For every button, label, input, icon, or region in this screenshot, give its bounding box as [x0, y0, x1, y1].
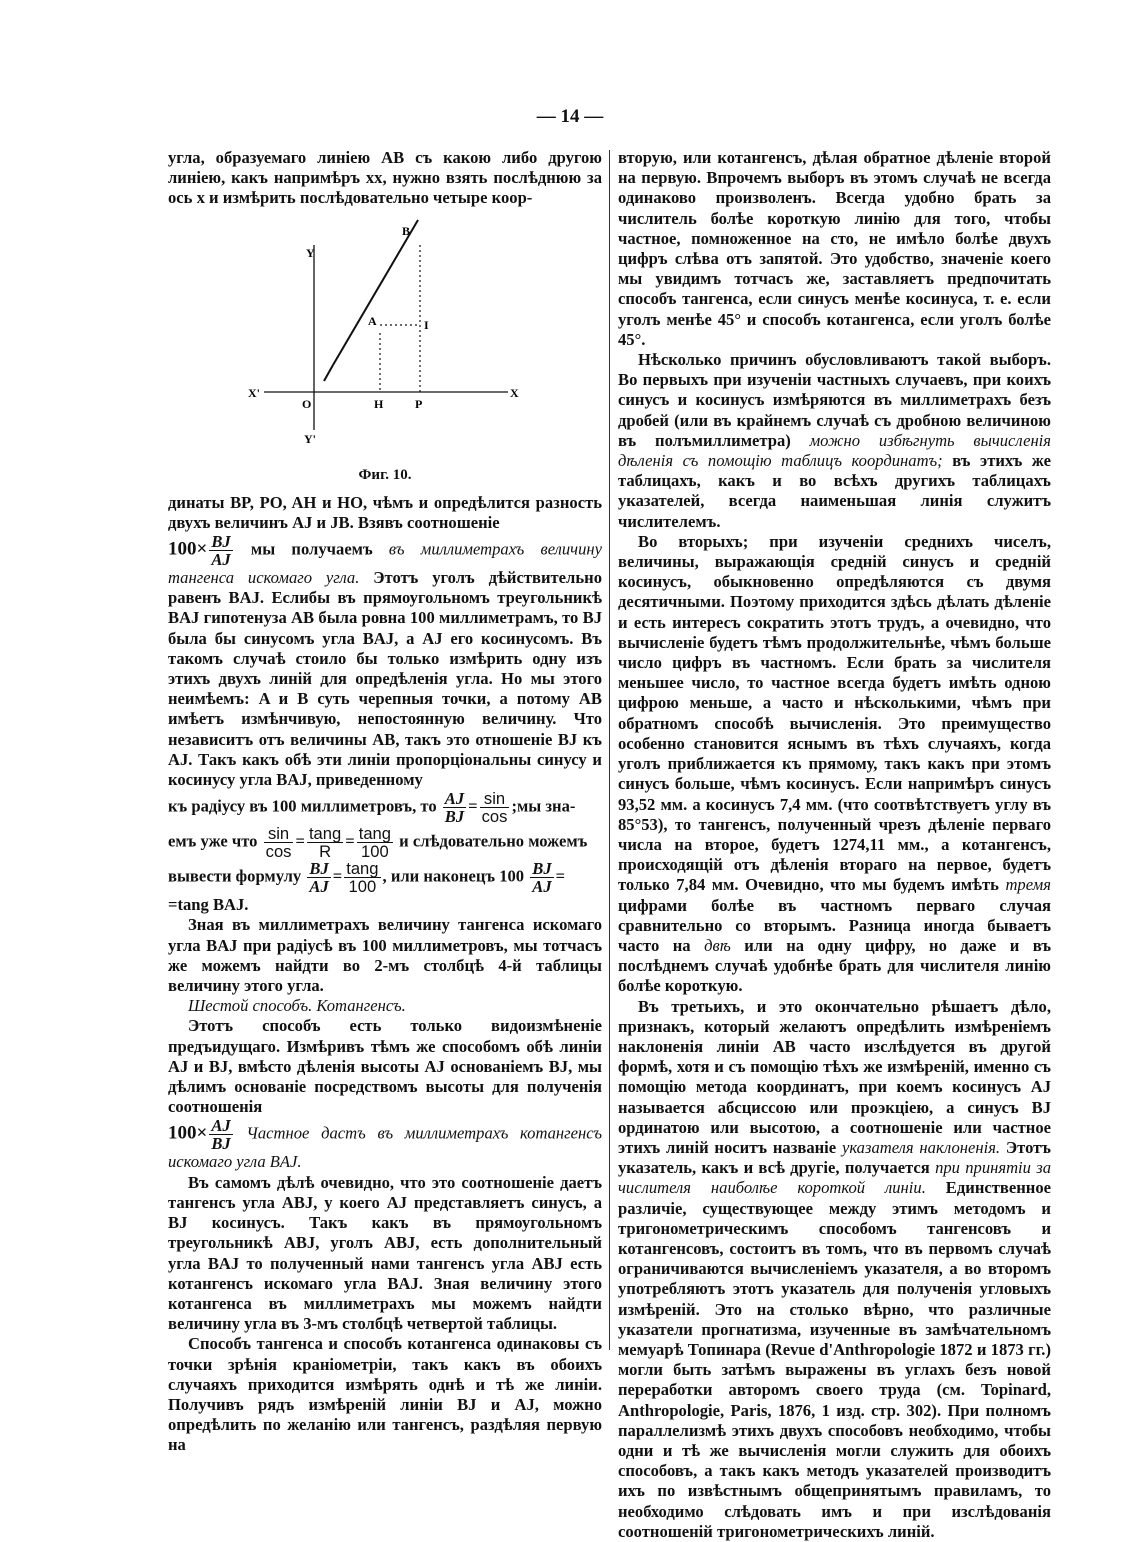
- right-paragraph-2: Нѣсколько причинъ обусловливаютъ такой выборъ. Во первыхъ при изученіи частныхъ случаевъ, при коихъ синусъ и косинусъ измѣряются въ миллиметрахъ безъ дробей (или въ крайнемъ случаѣ съ дробною величиною въ полъмиллиметра) можно избѣгнуть вычисленія дѣленія съ помощію таблицъ координатъ; въ этихъ же таблицахъ, какъ и во всѣхъ другихъ таблицахъ указателей, всегда наименьшая линія служитъ числителемъ.: [618, 350, 1051, 531]
- fraction-tang-100: $\frac{\tan g}{100}$: [358, 824, 391, 862]
- label-h: H: [374, 396, 384, 411]
- italic-tangent-mm: въ миллиметрахъ величину тангенса искомаго угла.: [168, 539, 602, 588]
- left-paragraph-4: Въ самомъ дѣлѣ очевидно, что это соотношеніе даетъ тангенсъ угла ABJ, у коего AJ представляетъ синусъ, а BJ косинусъ. Такъ какъ въ прямоугольномъ треугольникѣ ABJ, уголъ ABJ, есть дополнительный угла BAJ то полученный нами тангенсъ угла ABJ есть котангенсъ искомаго угла BAJ. Зная величину этого котангенса въ миллиметрахъ мы можемъ найдти величину угла въ 3-мъ столбцѣ четвертой таблицы.: [168, 1172, 602, 1334]
- fraction-bj-aj-3: $\frac{BJ}{AJ}$: [532, 859, 552, 897]
- label-x-left: X': [248, 385, 260, 400]
- fraction-bj-aj: $\frac{BJ}{AJ}$: [211, 532, 231, 570]
- left-paragraph-1: динаты BP, PO, AH и HO, чѣмъ и опредѣлится разность двухъ величинъ AJ и JB. Взявъ соотношеніе 100× $\frac{BJ}{AJ}$ мы получаемъ въ миллиметрахъ величину тангенса искомаго угла. Этотъ уголъ дѣйствительно равенъ BAJ. Еслибы въ прямоугольномъ треугольникѣ BAJ гипотенуза AB была ровна 100 миллиметрамъ, то BJ была бы синусомъ угла BAJ, а AJ его косинусомъ. Въ такомъ случаѣ стоило бы только измѣрить одну изъ этихъ двухъ линій для опредѣленія угла. Но мы этого неимѣемъ: A и B суть черепныя точки, а потому AB имѣетъ измѣнчивую, непостоянную величину. Что независитъ отъ величины AB, такъ это отношеніе BJ къ AJ. Такъ какъ обѣ эти линіи пропорціональны синусу и косинусу угла BAJ, приведенному къ радіусу въ 100 миллиметровъ, то $\frac{AJ}{BJ}$ = $\frac{\sin}{\cos}$ ;мы зна- емъ уже что $\frac{\sin}{\cos}$ = $\frac{\tan g}{R}$ = $\frac{\tan g}{100}$ и слѣдовательно можемъ вывести формулу $\frac{BJ}{AJ}$ = $\frac{\tan g}{100}$ , или наконецъ 100 $\frac{BJ}{AJ}$ = =tang BAJ.: [168, 492, 602, 915]
- left-intro-paragraph: угла, образуемаго линіею AB съ какою либо другою линіею, какъ напримѣръ xx, нужно взять послѣднюю за ось x и измѣрить послѣдовательно четыре коор-: [168, 148, 602, 208]
- hundred-times: 100×: [168, 538, 208, 560]
- label-x-right: X: [510, 385, 519, 400]
- formula-tang-baj: =tang BAJ.: [168, 895, 249, 915]
- left-paragraph-2: Зная въ миллиметрахъ величину тангенса искомаго угла BAJ при радіусѣ въ 100 миллиметровъ, мы тотчасъ же можемъ найдти во 2-мъ столбцѣ 4-й таблицы величину этого угла.: [168, 915, 602, 996]
- coordinate-diagram: [238, 215, 538, 465]
- right-column: [618, 148, 1051, 1542]
- left-paragraph-5: Способъ тангенса и способъ котангенса одинаковы съ точки зрѣнія краніометріи, такъ какъ въ обоихъ случаяхъ приходится измѣрять однѣ и тѣ же линіи. Получивъ рядъ измѣреній линіи BJ и AJ, можно опредѣлить по желанію или тангенсъ, раздѣляя первую на: [168, 1334, 602, 1455]
- label-i: I: [424, 317, 429, 332]
- label-o: O: [302, 396, 312, 411]
- line-ab: [333, 220, 418, 365]
- fraction-tang-100-2: $\frac{\tan g}{100}$: [346, 859, 379, 897]
- right-paragraph-3: Во вторыхъ; при изученіи среднихъ чиселъ, величины, выражающія средній синусъ и средній косинусъ, обыкновенно опредѣляются съ двумя десятичными. Поэтому приходится здѣсь дѣлать дѣленіе и есть интересъ сократить этотъ трудъ, а очевидно, что вычисленіе будетъ тѣмъ продолжительнѣе, чѣмъ больше число цифръ въ частномъ. Если брать за числителя меньшее число, то частное всегда будетъ имѣть одною цифрою меньше, а часто и нѣсколькими, чѣмъ при обратномъ способѣ вычисленія. Это преимущество особенно становится яснымъ въ тѣхъ случаяхъ, когда уголъ приближается къ прямому, такъ какъ при этомъ синусъ больше, чѣмъ косинусъ. Если напримѣръ синусъ 93,52 мм. а косинусъ 7,4 мм. (что соотвѣтствуетъ углу въ 85°53), то тангенсъ, полученный чрезъ дѣленіе перваго числа на второе, будетъ 1274,11 мм., а котангенсъ, происходящій отъ дѣленія втораго на первое, будетъ только 7,84 мм. Очевидно, что мы будемъ имѣть тремя цифрами болѣе въ частномъ перваго случая сравнительно со вторымъ. Разница иногда бываетъ часто на двѣ или на одну цифру, но даже и въ послѣднемъ случаѣ удобнѣе брать для числителя линію болѣе короткую.: [618, 531, 1051, 996]
- figure-10: [168, 215, 602, 485]
- left-column: [168, 148, 602, 1456]
- label-b: B: [402, 223, 411, 238]
- label-y-bottom: Y': [304, 431, 316, 446]
- fraction-aj-bj: $\frac{AJ}{BJ}$: [444, 789, 465, 827]
- fraction-aj-bj-2: $\frac{AJ}{BJ}$: [211, 1116, 231, 1154]
- right-paragraph-1: вторую, или котангенсъ, дѣлая обратное дѣленіе второй на первую. Впрочемъ выборъ въ этомъ случаѣ не всегда одинаково произволенъ. Всегда удобно брать за числитель болѣе короткую линію для того, чтобы частное, помноженное на сто, не имѣло болѣе двухъ цифръ слѣва отъ запятой. Это удобство, значеніе коего мы увидимъ тотчасъ же, заставляетъ предпочитать способъ тангенса, если синусъ менѣе косинуса, т. е. если уголъ менѣе 45° и способъ котангенса, если уголъ болѣе 45°.: [618, 148, 1051, 349]
- left-paragraph-3: Этотъ способъ есть только видоизмѣненіе предъидущаго. Измѣривъ тѣмъ же способомъ обѣ линіи AJ и BJ, вмѣсто дѣленія высоты AJ основаніемъ BJ, мы дѣлимъ основаніе посредствомъ высоты для полученія соотношенія: [168, 1016, 602, 1117]
- text-coordinates: динаты BP, PO, AH и HO, чѣмъ и опредѣлится разность двухъ величинъ AJ и JB. Взявъ соотношеніе: [168, 492, 602, 532]
- label-p: P: [415, 396, 423, 411]
- fraction-bj-aj-2: $\frac{BJ}{AJ}$: [309, 859, 329, 897]
- label-y-top: Y: [306, 245, 315, 260]
- column-divider: [609, 150, 610, 1350]
- label-a: A: [368, 313, 377, 328]
- page-number: — 14 —: [536, 106, 604, 127]
- left-paragraph-3b: 100× $\frac{AJ}{BJ}$ Частное дастъ въ миллиметрахъ котангенсъ искомаго угла BAJ.: [168, 1116, 602, 1172]
- right-paragraph-4: Въ третьихъ, и это окончательно рѣшаетъ дѣло, признакъ, который желаютъ опредѣлить измѣреніемъ наклоненія линіи AB часто изслѣдуется въ другой формѣ, хотя и съ помощію тѣхъ же измѣреній, именно съ помощію метода координатъ, при коемъ косинусъ AJ называется абсциссою или проэкціею, а синусъ BJ ординатою или высотою, а соотношеніе или частное этихъ линій носитъ названіе указателя наклоненія. Этотъ указатель, какъ и всѣ другіе, получается при принятіи за числителя наиболѣе короткой линіи. Единственное различіе, существующее между этимъ методомъ и тригонометрическимъ способомъ тангенсовъ и котангенсовъ, состоитъ въ томъ, что въ первомъ случаѣ ограничиваются вычисленіемъ указателя, а во второмъ употребляютъ этотъ указатель для полученія угловыхъ измѣреній. Это на столько вѣрно, что различные указатели прогнатизма, изученные въ замѣчательномъ мемуарѣ Топинара (Revue d'Anthropologie 1872 и 1873 гг.) могли быть затѣмъ выражены въ углахъ безъ новой переработки авторомъ своего труда (см. Topinard, Anthropologie, Paris, 1876, 1 изд. стр. 302). При полномъ параллелизмѣ этихъ двухъ способовъ необходимо, чтобы одни и тѣ же вычисленія могли служить для обоихъ способовъ, а такъ какъ методъ указателей производитъ ихъ по извѣстнымъ общепринятымъ правиламъ, то необходимо слѣдовать имъ и при изслѣдованія соотношеній тригонометрическихъ линій.: [618, 996, 1052, 1541]
- figure-caption: Фиг. 10.: [358, 466, 412, 483]
- fraction-sin-cos-2: $\frac{\sin}{\cos}$: [265, 824, 292, 862]
- line-ab-extension: [324, 365, 333, 381]
- fraction-tang-r: $\frac{\tan g}{R}$: [308, 824, 342, 862]
- fraction-sin-cos: $\frac{\sin}{\cos}$: [481, 789, 508, 827]
- section-heading-cotangent: Шестой способъ. Котангенсъ.: [188, 996, 406, 1016]
